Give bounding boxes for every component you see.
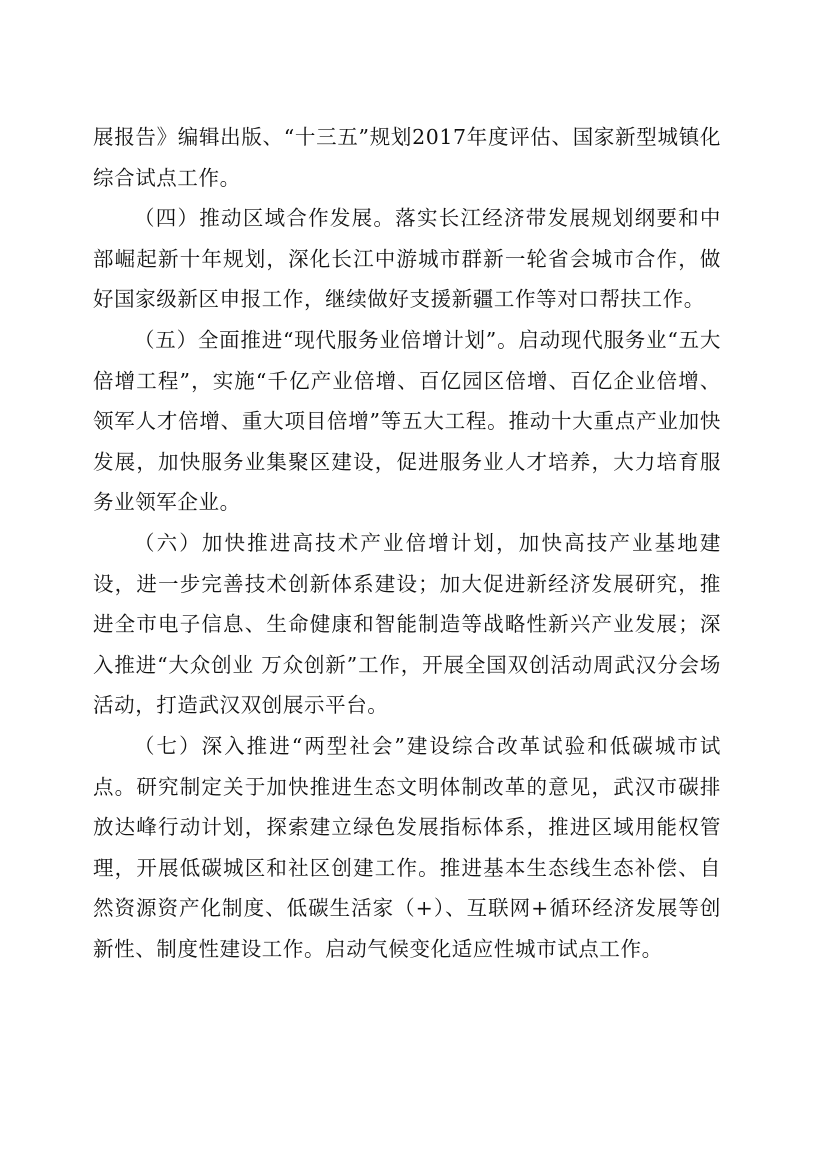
paragraph-section-5: （五）全面推进“现代服务业倍增计划”。启动现代服务业“五大倍增工程”，实施“千亿产业倍增、百亿园区倍增、百亿企业倍增、领军人才倍增、重大项目倍增”等五大工程。推动十大重点产业加快发展，加快服务业集聚区建设，促进服务业人才培养，大力培育服务业领军企业。 [93,327,721,515]
paragraph-continuation: 展报告》编辑出版、“十三五”规划2017年度评估、国家新型城镇化综合试点工作。 [93,125,721,190]
paragraph-section-4: （四）推动区域合作发展。落实长江经济带发展规划纲要和中部崛起新十年规划，深化长江中游城市群新一轮省会城市合作，做好国家级新区申报工作，继续做好支援新疆工作等对口帮扶工作。 [93,206,721,312]
paragraph-section-6: （六）加快推进高技术产业倍增计划，加快高技产业基地建设，进一步完善技术创新体系建设；加大促进新经济发展研究，推进全市电子信息、生命健康和智能制造等战略性新兴产业发展；深入推进“大众创业 万众创新”工作，开展全国双创活动周武汉分会场活动，打造武汉双创展示平台。 [93,530,721,718]
document-body [93,117,721,969]
paragraph-section-7: （七）深入推进“两型社会”建设综合改革试验和低碳城市试点。研究制定关于加快推进生态文明体制改革的意见，武汉市碳排放达峰行动计划，探索建立绿色发展指标体系，推进区域用能权管理，开展低碳城区和社区创建工作。推进基本生态线生态补偿、自然资源资产化制度、低碳生活家（+）、互联网+循环经济发展等创新性、制度性建设工作。启动气候变化适应性城市试点工作。 [93,733,721,961]
